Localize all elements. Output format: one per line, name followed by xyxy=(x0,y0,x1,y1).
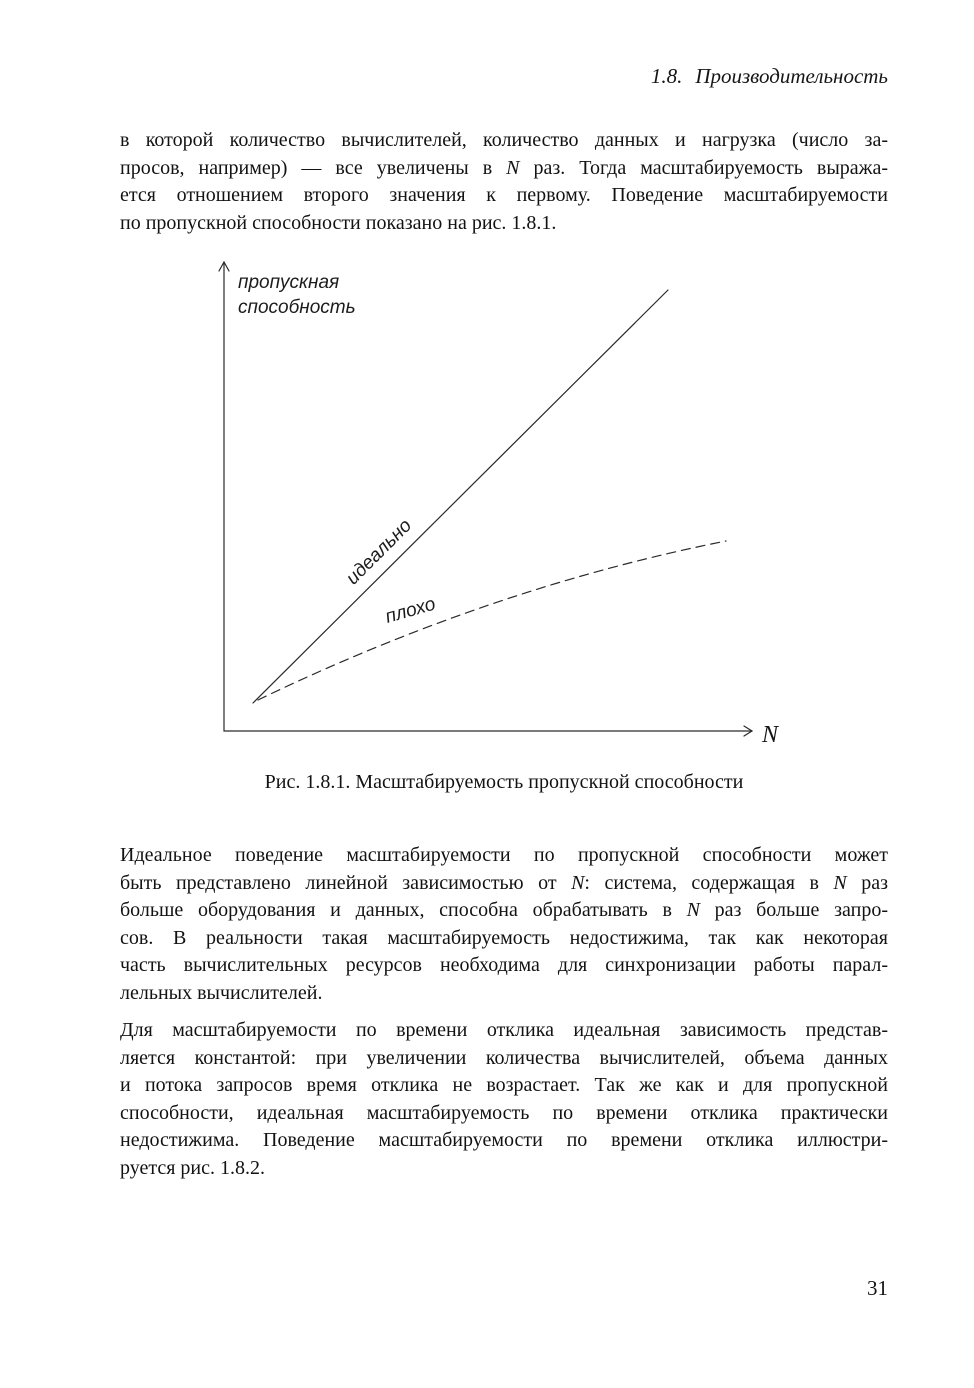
text-line xyxy=(120,127,888,155)
paragraph xyxy=(120,842,888,1007)
text-line xyxy=(120,182,888,210)
text-run: сов. В реальности такая масштабируемость недостижима, так как некоторая xyxy=(120,926,888,949)
x-axis-label: N xyxy=(762,722,779,748)
text-line xyxy=(120,1127,888,1155)
text-run: часть вычислительных ресурсов необходима для синхронизации работы парал- xyxy=(120,954,888,976)
figure-throughput-scalability xyxy=(180,250,820,760)
bad-series-label: плохо xyxy=(382,593,438,628)
y-axis-label-line1: пропускная xyxy=(238,272,340,293)
text-run: : система, содержащая в xyxy=(584,871,834,894)
ideal-series-label: идеально xyxy=(342,515,417,590)
text-line xyxy=(120,952,888,980)
text-run: ется отношением второго значения к первому. Поведение масштабируемости xyxy=(120,184,888,206)
text-run: по пропускной способности показано на рис. 1.8.1. xyxy=(120,211,557,234)
text-run: руется рис. 1.8.2. xyxy=(120,1156,265,1179)
section-title: Производительность xyxy=(695,64,888,88)
figure-chart xyxy=(180,250,820,760)
text-run: быть представлено линейной зависимостью от xyxy=(120,871,572,894)
running-header xyxy=(651,64,888,89)
text-run: Идеальное поведение масштабируемости по пропускной способности может xyxy=(120,844,888,866)
text-line xyxy=(120,1155,888,1183)
bad-series-line xyxy=(258,541,726,700)
text-line xyxy=(120,1072,888,1100)
text-line xyxy=(120,870,888,898)
italic-run: N xyxy=(833,871,847,894)
text-run: раз. Тогда масштабируемость выража- xyxy=(519,156,888,179)
figure-caption: Рис. 1.8.1. Масштабируемость пропускной способности xyxy=(264,771,744,793)
text-line xyxy=(120,210,888,238)
text-line xyxy=(120,1017,888,1045)
text-line xyxy=(120,897,888,925)
text-line xyxy=(120,1045,888,1073)
text-run: Для масштабируемости по времени отклика идеальная зависимость представ- xyxy=(120,1019,888,1041)
text-run: в которой количество вычислителей, количество данных и нагрузка (число за- xyxy=(120,129,888,151)
ideal-series-line xyxy=(253,290,668,703)
text-run: раз xyxy=(846,871,888,894)
text-line xyxy=(120,1100,888,1128)
text-line xyxy=(120,980,888,1008)
italic-run: N xyxy=(506,156,520,179)
page-number: 31 xyxy=(867,1276,888,1300)
italic-run: N xyxy=(571,871,585,894)
y-axis-label-line2: способность xyxy=(238,297,356,318)
text-line xyxy=(120,155,888,183)
section-number: 1.8. xyxy=(650,64,683,88)
paragraph xyxy=(120,127,888,237)
italic-run: N xyxy=(686,899,700,921)
text-run: раз больше запро- xyxy=(699,899,888,921)
text-run: больше оборудования и данных, способна обрабатывать в xyxy=(120,899,687,921)
text-run: лельных вычислителей. xyxy=(120,981,323,1004)
text-run: способности, идеальная масштабируемость по времени отклика практически xyxy=(120,1101,888,1124)
text-line xyxy=(120,842,888,870)
text-run: недостижима. Поведение масштабируемости по времени отклика иллюстри- xyxy=(120,1129,888,1151)
text-run: просов, например) — все увеличены в xyxy=(120,156,507,179)
text-line xyxy=(120,925,888,953)
paragraph xyxy=(120,1017,888,1182)
text-run: ляется константой: при увеличении количества вычислителей, объема данных xyxy=(120,1046,888,1069)
text-run: и потока запросов время отклика не возрастает. Так же как и для пропускной xyxy=(120,1074,888,1096)
